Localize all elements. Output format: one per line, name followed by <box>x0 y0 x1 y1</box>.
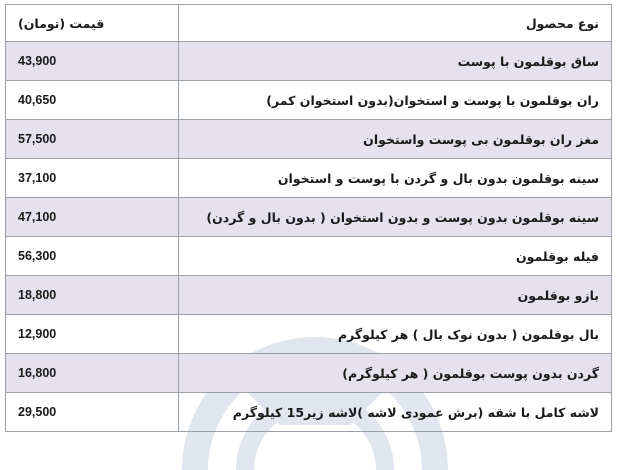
product-price: 40,650 <box>6 81 179 120</box>
product-name: مغز ران بوقلمون بی پوست واستخوان <box>179 120 612 159</box>
product-name: فیله بوقلمون <box>179 237 612 276</box>
header-price: قیمت (تومان) <box>6 5 179 42</box>
header-row <box>6 5 612 42</box>
price-table <box>5 4 612 432</box>
product-price: 18,800 <box>6 276 179 315</box>
product-name: لاشه کامل با شقه (برش عمودی لاشه )لاشه زیر15 کیلوگرم <box>179 393 612 432</box>
product-price: 57,500 <box>6 120 179 159</box>
product-price: 16,800 <box>6 354 179 393</box>
product-name: گردن بدون پوست بوقلمون ( هر کیلوگرم) <box>179 354 612 393</box>
product-price: 56,300 <box>6 237 179 276</box>
header-product: نوع محصول <box>179 5 612 42</box>
table-row <box>6 276 612 315</box>
product-name: سینه بوقلمون بدون بال و گردن با پوست و استخوان <box>179 159 612 198</box>
product-name: بال بوقلمون ( بدون نوک بال ) هر کیلوگرم <box>179 315 612 354</box>
table-row <box>6 393 612 432</box>
table-row <box>6 198 612 237</box>
product-name: ساق بوقلمون با پوست <box>179 42 612 81</box>
product-price: 29,500 <box>6 393 179 432</box>
table-row <box>6 315 612 354</box>
product-name: سینه بوقلمون بدون پوست و بدون استخوان ( بدون بال و گردن) <box>179 198 612 237</box>
table-row <box>6 42 612 81</box>
table-row <box>6 120 612 159</box>
table-row <box>6 354 612 393</box>
table-row <box>6 159 612 198</box>
product-name: ران بوقلمون با پوست و استخوان(بدون استخوان کمر) <box>179 81 612 120</box>
table-row <box>6 237 612 276</box>
product-name: بازو بوقلمون <box>179 276 612 315</box>
product-price: 37,100 <box>6 159 179 198</box>
product-price: 12,900 <box>6 315 179 354</box>
product-price: 47,100 <box>6 198 179 237</box>
table-row <box>6 81 612 120</box>
product-price: 43,900 <box>6 42 179 81</box>
